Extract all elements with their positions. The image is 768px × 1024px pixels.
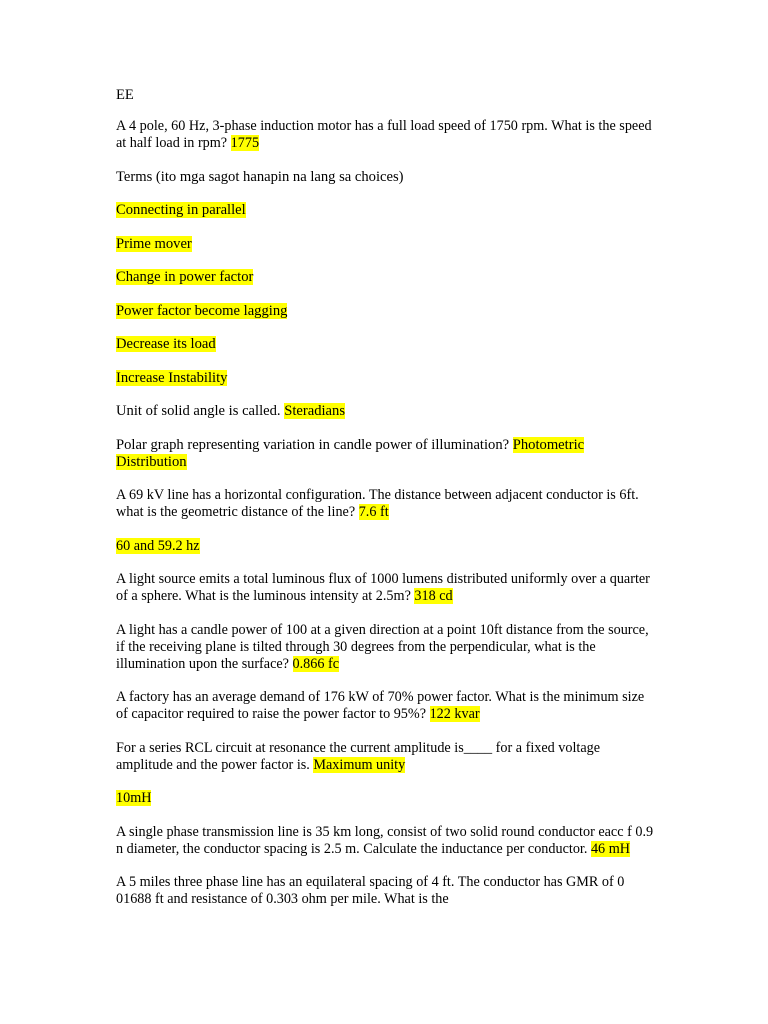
answer-highlight: Photometric Distribution: [116, 436, 585, 470]
term-highlight: Change in power factor: [116, 269, 254, 285]
question-text: A light source emits a total luminous flux of 1000 lumens distributed uniformly over a quarter of a sphere. What is the luminous intensity at 2.5m?: [116, 571, 650, 604]
question-text: A 69 kV line has a horizontal configuration. The distance between adjacent conductor is 6ft. what is the geometric distance of the line?: [116, 487, 639, 520]
document-page: [116, 86, 656, 925]
question-text: A single phase transmission line is 35 km long, consist of two solid round conductor eacc f 0.9 n diameter, the conductor spacing is 2.5 m. Calculate the inductance per conductor.: [116, 823, 654, 857]
document-title: EE: [116, 87, 134, 103]
question-text: A 4 pole, 60 Hz, 3-phase induction motor has a full load speed of 1750 rpm. What is the speed at half load in rpm?: [116, 118, 652, 151]
question-rcl-resonance: [116, 740, 656, 774]
term-highlight: Prime mover: [116, 235, 192, 252]
answer-highlight: 122 kvar: [429, 706, 480, 722]
answer-highlight: 1775: [230, 135, 260, 151]
question-luminous-intensity: [116, 571, 656, 605]
question-text: A light has a candle power of 100 at a given direction at a point 10ft distance from the source, if the receiving plane is tilted through 30 degrees from the perpendicular, what is the illumination upon the surface?: [116, 621, 649, 672]
question-polar-graph: [116, 437, 656, 471]
answer-inductance: [116, 790, 656, 807]
answer-highlight: 0.866 fc: [292, 655, 340, 672]
question-text: A 5 miles three phase line has an equilateral spacing of 4 ft. The conductor has GMR of 0 01688 ft and resistance of 0.303 ohm per mile. What is the: [116, 874, 625, 907]
question-geometric-distance: [116, 487, 656, 521]
question-text: A factory has an average demand of 176 kW of 70% power factor. What is the minimum size of capacitor required to raise the power factor to 95%?: [116, 689, 645, 722]
term-item: [116, 236, 656, 253]
question-three-phase-line: [116, 874, 656, 908]
terms-heading: Terms (ito mga sagot hanapin na lang sa choices): [116, 168, 404, 185]
question-capacitor-size: [116, 689, 656, 723]
term-item: [116, 269, 656, 286]
answer-highlight: Steradians: [284, 403, 346, 419]
answer-highlight: Maximum unity: [313, 756, 406, 773]
term-highlight: Connecting in parallel: [116, 202, 246, 218]
question-text: Unit of solid angle is called.: [116, 403, 281, 419]
term-highlight: Decrease its load: [116, 336, 216, 352]
answer-frequency: [116, 538, 656, 555]
term-highlight: Power factor become lagging: [116, 302, 288, 319]
question-illumination: [116, 622, 656, 673]
question-motor-speed: [116, 118, 656, 152]
question-transmission-inductance: [116, 824, 656, 858]
term-item: [116, 202, 656, 219]
term-highlight: Increase Instability: [116, 369, 228, 386]
question-text: Polar graph representing variation in candle power of illumination?: [116, 436, 510, 453]
question-solid-angle: [116, 403, 656, 420]
answer-highlight: 318 cd: [414, 588, 453, 604]
term-item: [116, 370, 656, 387]
question-text: For a series RCL circuit at resonance the current amplitude is____ for a fixed voltage amplitude and the power factor is.: [116, 739, 601, 773]
term-item: [116, 336, 656, 353]
answer-highlight: 10mH: [116, 790, 152, 806]
answer-highlight: 60 and 59.2 hz: [116, 537, 200, 554]
answer-highlight: 7.6 ft: [358, 504, 389, 520]
term-item: [116, 303, 656, 320]
answer-highlight: 46 mH: [590, 840, 630, 857]
